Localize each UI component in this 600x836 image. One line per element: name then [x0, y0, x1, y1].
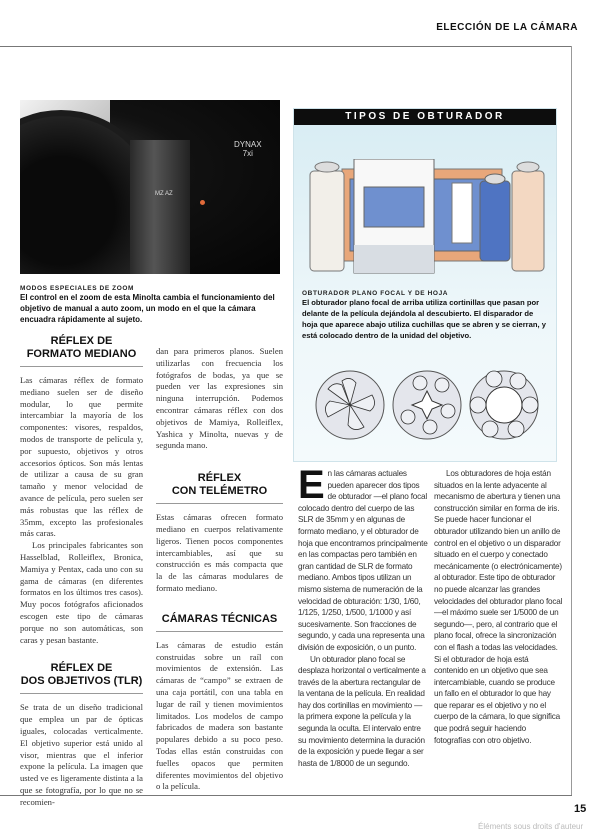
- shutter-types-title: TIPOS DE OBTURADOR: [294, 109, 556, 125]
- leaf-shutter-open: [470, 371, 538, 439]
- heading-line: DOS OBJETIVOS (TLR): [20, 675, 143, 688]
- paragraph: Se trata de un diseño tradicional que emplea un par de ópticas iguales, colocadas verticalmente. El objetivo superior está unido al visor, mientras que el inferior expone la película. La imagen que usted ve es ligeramente distinta a la que se fotografía, por lo que no se recomien-: [20, 702, 143, 807]
- focal-plane-shutter-illustration: [302, 159, 548, 279]
- running-head: ELECCIÓN DE LA CÁMARA: [436, 22, 578, 33]
- paragraph: Los principales fabricantes son Hasselblad, Rolleiflex, Bronica, Mamiya y Pentax, cada uno con su gama de cámaras (en diferentes formatos en los últimos tres casos). Muy pocos fotógrafos aficionados escogen este tipo de cámaras porque no son automáticas, son caras y pesan bastante.: [20, 540, 143, 645]
- heading-tlr: [20, 662, 143, 694]
- camera-photo: [20, 100, 280, 274]
- leaf-shutter-illustration: [312, 365, 542, 445]
- paragraph: Las cámaras de estudio están construidas sobre un raíl con movimientos de extensión. Las cámaras de “campo” se extraen de una caja portátil, con una tabla en lugar de raíl y tienen movimientos limitados. Los modelos de campo fabricados de madera son bastante populares debido a su poco peso. Todas ellas están construidas con fuelles opacos que permiten diferentes movimientos del objetivo o la película.: [156, 639, 283, 792]
- camera-model-sub-label: 7xi: [242, 149, 253, 158]
- left-column: [20, 335, 143, 809]
- watermark: Éléments sous droits d'auteur: [478, 822, 584, 831]
- shutter-caption: El obturador plano focal de arriba utiliza cortinillas que pasan por delante de la película dejándola al descubierto. El disparador de hoja que aparece abajo utiliza cuchillas que se abren y se cierran, y está colocado dentro de la unidad del objetivo.: [302, 298, 546, 340]
- article-column-2: [434, 468, 564, 746]
- heading-line: FORMATO MEDIANO: [26, 348, 137, 360]
- heading-tecnicas: CÁMARAS TÉCNICAS: [156, 613, 283, 632]
- leaf-shutter-closed: [316, 371, 384, 439]
- heading-telemetro: [156, 472, 283, 504]
- paragraph: n las cámaras actuales pueden aparecer dos tipos de obturador —el plano focal colocado dentro del cuerpo de las SLR de 35mm y en algunas de formato mediano, y el obturador de hoja que encontramos principalmente en las compactas pero también en gran cantidad de SLR de formato mediano. Ambos tipos utilizan un mismo sistema de numeración de la velocidad de obturación: 1/30, 1/60, 1/125, 1/250, 1/500, 1/1000 y así sucesivamente. Son fracciones de segundo, y cada una representa una división de exposición, o un punto.: [298, 469, 428, 652]
- middle-column: [156, 346, 283, 793]
- zoom-mode-label: MZ AZ: [155, 191, 173, 197]
- heading-line: RÉFLEX: [197, 472, 242, 485]
- paragraph: dan para primeros planos. Suelen utilizarlas con frecuencia los fotógrafos de bodas, ya que se pueden ver las expresiones sin ninguna interrupción. Podemos encontrar cámaras réflex con dos objetivos de Mamiya, Rolleiflex, Yashica y Minolta, nuevas y de segunda mano.: [156, 346, 283, 451]
- paragraph: Un obturador plano focal se desplaza horizontal o verticalmente a través de la abertura rectangular de la ventana de la película. En realidad hay dos cortinillas en movimiento —la primera expone la película y la segunda la oculta. El intervalo entre su movimiento determina la duración de la exposición y puede llegar a ser hasta de 1/8000 de un segundo.: [298, 654, 426, 768]
- paragraph: Los obturadores de hoja están situados en la lente adyacente al mecanismo de abertura y tienen una construcción similar en forma de iris. Se puede hacer funcionar el obturador utilizando bien un anillo de control en el objetivo o un disparador situado en el cuerpo y conectado mecánicamente (o electrónicamente) al obturador. Este tipo de obturador no puede alcanzar las grandes velocidades del obturador plano focal —el máximo suele ser 1/5000 de un segundo—, pero, al contrario que el plano focal, ofrece la sincronización con el flash a todas las velocidades. Si el obturador de hoja está contenido en un objetivo que sea intercambiable, cuando se produce un fallo en el obturador lo que hay que reparar es el objetivo y no el cuerpo de la cámara, lo que significa que podrá seguir haciendo fotografías con otro objetivo.: [434, 469, 563, 745]
- mount-dot: [200, 200, 205, 205]
- paragraph: Las cámaras réflex de formato mediano suelen ser de diseño modular, lo que permite intercambiar la mayoría de los componentes: visores, respaldos, modos de transporte de película y, por supuesto, objetivos y otros accesorios ópticos. Son más lentas de utilizar a causa de su gran tamaño y menor velocidad de avance de película, pero suelen ser más robustas que las réflex de 35mm, excepto las profesionales más caras.: [20, 375, 143, 539]
- heading-line: CON TELÉMETRO: [171, 485, 268, 498]
- photo-caption-title: MODOS ESPECIALES DE ZOOM: [20, 285, 135, 292]
- heading-line: RÉFLEX DE: [50, 335, 113, 347]
- article-column-1: [298, 463, 428, 769]
- heading-formato-mediano: [20, 335, 143, 367]
- page-number: 15: [574, 803, 587, 815]
- drop-cap: E: [298, 463, 325, 507]
- paragraph: Estas cámaras ofrecen formato mediano en cuerpos relativamente ligeros. Tienen pocos componentes intercambiables, así que su construcción es más compacta que la de las cámaras modulares de formato mediano.: [156, 512, 283, 593]
- top-rule: [0, 46, 572, 47]
- camera-model-label: DYNAX: [234, 140, 262, 149]
- leaf-shutter-half-open: [393, 371, 461, 439]
- photo-caption: El control en el zoom de esta Minolta cambia el funcionamiento del objetivo de manual a auto zoom, un modo en el que la cámara encuadra rápidamente al sujeto.: [20, 293, 275, 324]
- heading-line: RÉFLEX DE: [50, 662, 113, 675]
- right-rule: [571, 46, 572, 796]
- shutter-caption-block: [302, 290, 550, 341]
- shutter-types-box: [293, 108, 557, 462]
- zoom-ring: [130, 140, 190, 274]
- shutter-caption-title: OBTURADOR PLANO FOCAL Y DE HOJA: [302, 290, 449, 297]
